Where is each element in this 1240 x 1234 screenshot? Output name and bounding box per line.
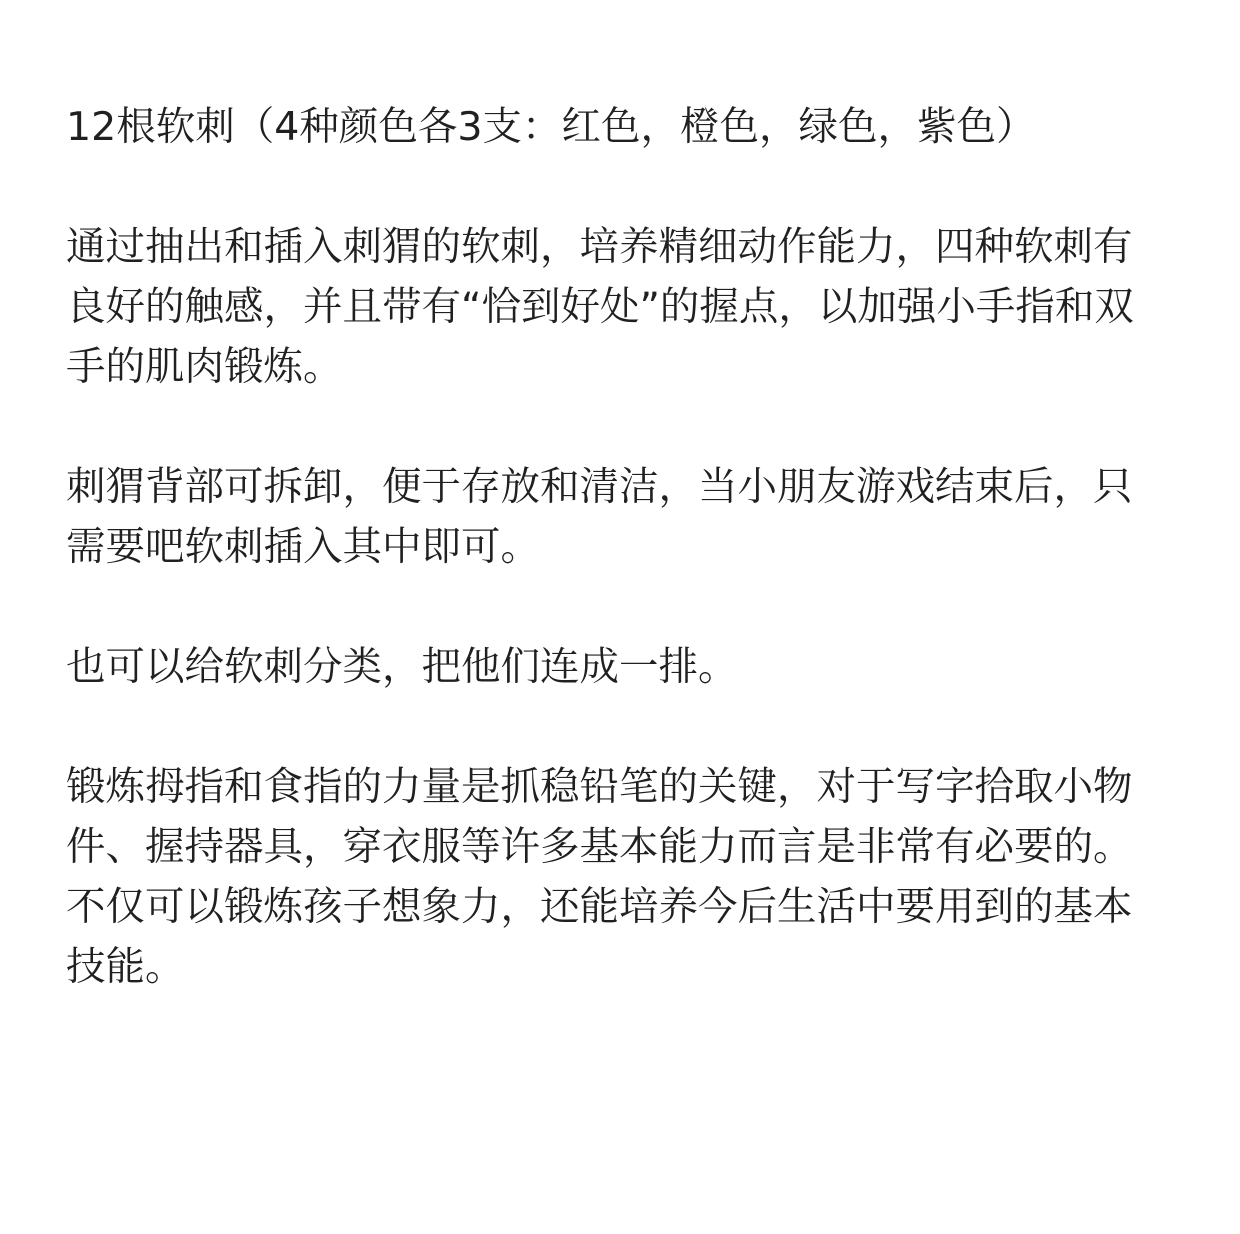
- paragraph-detachable-back: 刺猬背部可拆卸，便于存放和清洁，当小朋友游戏结束后，只需要吧软刺插入其中即可。: [66, 464, 1133, 570]
- paragraph-accessories: 12根软刺（4种颜色各3支：红色，橙色，绿色，紫色）: [66, 104, 1036, 150]
- paragraph-fine-motor: 通过抽出和插入刺猬的软刺，培养精细动作能力，四种软刺有良好的触感，并且带有“恰到好处”的握点，以加强小手指和双手的肌肉锻炼。: [66, 224, 1134, 390]
- paragraph-skills: 锻炼拇指和食指的力量是抓稳铅笔的关键，对于写字拾取小物件、握持器具，穿衣服等许多基本能力而言是非常有必要的。不仅可以锻炼孩子想象力，还能培养今后生活中要用到的基本技能。: [66, 764, 1133, 990]
- paragraph-sorting: 也可以给软刺分类，把他们连成一排。: [66, 644, 738, 690]
- document-body: [66, 97, 1156, 997]
